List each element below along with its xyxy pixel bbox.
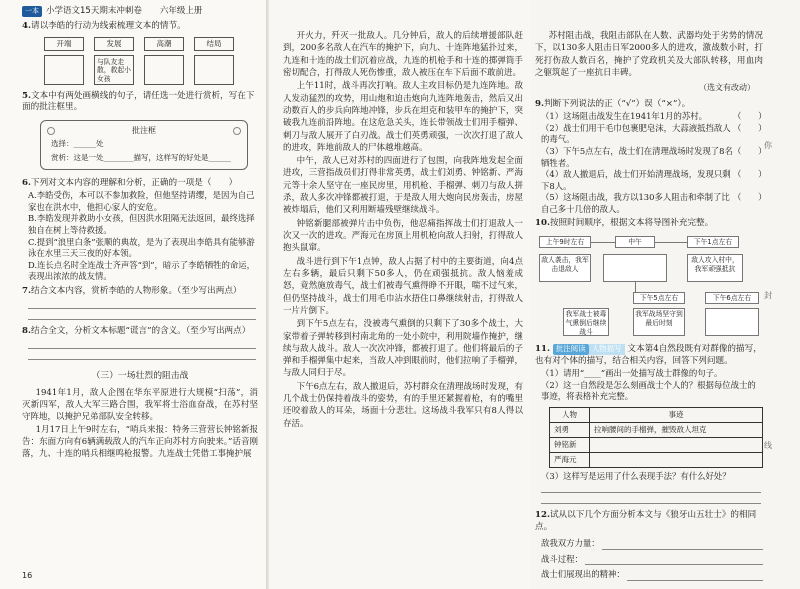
method-tag: 人物描写: [589, 344, 625, 354]
fill-row: 战士们展现出的精神：: [535, 569, 763, 581]
answer-line[interactable]: [541, 482, 761, 493]
option-d[interactable]: D.连长点名时全连战士齐声答“到”，暗示了李皓牺牲的命运，表现出浓浓的战友情。: [28, 259, 256, 282]
connector-line: [591, 242, 615, 243]
timeline-node: 下午5点左右: [633, 292, 685, 304]
answer-line[interactable]: [28, 338, 256, 349]
answer-paren[interactable]: （ ）: [733, 169, 767, 180]
table-header: 事迹: [590, 407, 763, 422]
binding-mark: 线: [764, 441, 772, 450]
timeline-node: 下午1点左右: [687, 236, 739, 248]
timeline-desc: 我军战士被毒气熏倒后继续战斗: [563, 308, 609, 336]
question-12: 12.试从以下几个方面分析本文与《狼牙山五壮士》的相同点。: [535, 510, 757, 533]
passage-paragraph: 战斗进行到下午1点钟，敌人占据了村中的主要街道，向4点左右多辆，最后只剩下50多人，仍在顽强抵抗。敌人恼羞成怒，竟然施放毒气，战士们被毒气熏得睁不开眼，喘不过气来，但仍坚持战斗，战士们用毛巾沾水捂住口鼻继续射击，打得敌人一片片倒下。: [283, 256, 523, 316]
passage-paragraph: 1941年1月，敌人企图在华东平原进行大规模“扫荡”，消灭新四军，敌人大军三路合围，我军将士浴血奋战，在苏村坚守阵地，以掩护兄弟部队安全转移。: [22, 387, 258, 423]
book-title: 小学语文15天期末冲刺卷: [46, 6, 142, 16]
binding-mark: 你: [764, 141, 772, 150]
option-a[interactable]: A.李皓受伤，本可以不参加救险，但他坚持请缨，是因为自己家也在洪水中，他担心家人的安危。: [28, 190, 255, 212]
stage-box: 高潮: [144, 37, 184, 51]
answer-paren[interactable]: （ ）: [733, 192, 767, 203]
connector-line: [655, 242, 687, 243]
option-b[interactable]: B.李皓发现并救助小女孩，但因洪水阻隔无法返回，最终选择独自在树上等待救援。: [28, 213, 255, 235]
sub-question: （2）这一自然段是怎么刻画战士个人的？根据每位战士的事迹，将表格补充完整。: [541, 379, 756, 402]
book-grade: 六年级上册: [159, 6, 203, 16]
right-page: [531, 0, 800, 589]
timeline-node: 中午: [615, 236, 655, 248]
table-header: 人物: [550, 407, 590, 422]
fill-row: 战斗过程：: [535, 554, 763, 566]
timeline-desc-blank[interactable]: [705, 308, 759, 336]
stage-box: 发展: [94, 37, 134, 51]
passage-paragraph: 下午6点左右，敌人撤退后，苏村群众在清理战场时发现，有几个战士仍保持着战斗的姿势，有的手里还紧握着枪，有的嘴里还咬着敌人的耳朵，场面十分悲壮。这场战斗我军只有8人得以存活。: [283, 381, 524, 429]
answer-line[interactable]: [541, 493, 761, 504]
plot-answer-row: [44, 55, 258, 85]
question-5: 5.文本中有两处画横线的句子，请任选一处进行赏析，写在下面的批注框里。: [22, 90, 255, 113]
passage-paragraph: 钟铭新腿部被弹片击中负伤，他忍痛指挥战士们打退敌人一次又一次的进攻。严海元在房顶上用机枪向敌人扫射，打得敌人抱头鼠窜。: [283, 218, 523, 254]
plot-stage-row: [44, 37, 258, 51]
table-cell-blank[interactable]: [590, 437, 763, 452]
source-note: （选文有改动）: [699, 83, 755, 93]
binding-mark: 封: [764, 291, 772, 300]
annotation-box[interactable]: 批注框 选择：______处 赏析：这是一处________描写，这样写的好处是______: [40, 120, 248, 170]
passage-paragraph: 上午11时，战斗再次打响。敌人主攻目标仍是九连阵地。敌人发动猛烈的攻势，用山炮和迫击炮向九连阵地轰击，然后又出动数百人的步兵向阵地冲锋，步兵在坦克和装甲车的掩护下，突破我九连前沿阵地。在这危急关头，连长带领战士们用手榴弹、刺刀与敌人展开了白刃战。战士们英勇顽强，一次次打退了敌人的进攻，阵地前敌人的尸体越堆越高。: [283, 81, 523, 153]
sub-question: （3）这样写是运用了什么表现手法？有什么好处？: [541, 470, 731, 481]
passage-paragraph: 到下午5点左右，没被毒气熏倒的只剩下了30多个战士，大家带着子弹转移到村南北角的一处小院中，利用院墙作掩护，继续与敌人战斗。敌人一次次冲锋，都被打退了。他们将最后的子弹和手榴弹集中起来，当敌人冲到眼前时，他们拉响了手榴弹，与敌人同归于尽。: [283, 319, 523, 379]
timeline-node: 下午6点左右: [705, 292, 759, 304]
question-9: 9.判断下列说法的正（“√”）误（“×”）。: [535, 99, 691, 110]
timeline-desc: 敌人攻入村中，我军顽强抵抗: [687, 254, 743, 282]
decor-dot-icon: [233, 127, 241, 135]
passage-column: [269, 0, 531, 589]
answer-box[interactable]: [144, 55, 184, 85]
question-11: 11. 批注阅读 人物描写 文本第4自然段既有对群像的描写，也有对个体的描写，结合相关内容，回答下列问题。: [535, 344, 762, 367]
method-tag: 批注阅读: [553, 344, 589, 354]
page-number: 16: [22, 570, 33, 580]
section-title: （三）一场壮烈的阻击战: [91, 370, 189, 381]
fill-row: 敌我双方力量：: [535, 538, 763, 550]
annotation-title: 批注框: [132, 126, 156, 136]
judge-item: （3）下午5点左右，战士们在清理战场时发现了8名牺牲者。 （ ）: [541, 145, 767, 168]
answer-box: 与队友走散，救起小女孩: [94, 55, 134, 85]
stage-box: 结局: [194, 37, 234, 51]
answer-paren[interactable]: （ ）: [733, 122, 767, 133]
question-8: 8.结合全文，分析文本标题“谎言”的含义。（至少写出两点）: [22, 325, 251, 336]
answer-box[interactable]: [44, 55, 84, 85]
table-row: 严海元: [550, 452, 763, 467]
answer-line[interactable]: [28, 298, 256, 309]
answer-line[interactable]: [602, 540, 763, 550]
judge-item: （4）敌人撤退后，战士们开始清理战场，发现只剩下8人。 （ ）: [541, 169, 767, 191]
answer-line[interactable]: [627, 571, 763, 581]
brand-logo: 一本: [22, 6, 42, 17]
timeline-diagram: [535, 234, 763, 340]
question-6: 6.下列对文本内容的理解和分析，正确的一项是（ ）: [22, 178, 238, 189]
passage-paragraph: 中午，敌人已对苏村的四面进行了包围，向我阵地发起全面进攻，三营指战员们打得非常英勇，战士们刘勇、钟铭新、严海元等十余人坚守在一座民房里，用机枪、手榴弹、刺刀与敌人拼杀，敌人多次冲锋都被打退，于是敌人用大炮向民房轰击，房屋被炸塌后，他们又利用断墙残壁继续战斗。: [283, 156, 523, 216]
left-page: [0, 0, 266, 589]
answer-line[interactable]: [585, 555, 763, 565]
timeline-desc: 敌人袭击，我军击退敌人: [539, 254, 591, 282]
passage-paragraph: 苏村阻击战，我阻击部队在人数、武器均处于劣势的情况下，以130多人阻击日军2000多人的进攻，激战数小时，打死打伤敌人数百名，掩护了党政机关及大部队转移，用血肉之躯筑起了一座抗日丰碑。: [535, 31, 763, 78]
table-cell-blank[interactable]: [590, 452, 763, 467]
question-10: 10.按照时间顺序，根据文本将导图补充完整。: [535, 218, 714, 229]
sub-question: （1）请用“____”画出一处描写战士群像的句子。: [541, 368, 723, 379]
table-row: 刘勇 拉响腰间的手榴弹，摧毁敌人坦克: [550, 422, 763, 437]
answer-line[interactable]: [28, 349, 256, 360]
timeline-desc: 我军战场坚守到最后时刻: [633, 308, 685, 336]
character-table: [549, 407, 763, 468]
passage-paragraph: 1月17日上午9时左右，“哨兵来报：特务三营营长钟铭新报告：东面方向有6辆满载敌人的汽车正向苏村方向驶来。”话音刚落，九、十连的哨兵相继鸣枪报警。九连战士凭借工事掩护展: [22, 424, 258, 460]
judge-item: （2）战士们用干毛巾包裹肥皂沫，大蒜液抵挡敌人的毒气。 （ ）: [541, 122, 767, 145]
judge-item: （5）这场阻击战，我方以130多人阻击和牵制了比自己多十几倍的敌人。 （ ）: [541, 192, 767, 214]
table-row: 钟铭新: [550, 437, 763, 452]
question-7: 7.结合文本内容，赏析李皓的人物形象。（至少写出两点）: [22, 285, 242, 296]
page-header: [22, 6, 258, 18]
answer-line[interactable]: [28, 309, 256, 320]
stage-box: 开端: [44, 37, 84, 51]
answer-paren[interactable]: （ ）: [733, 111, 767, 122]
judge-item: （1）这场阻击战发生在1941年1月的苏村。 （ ）: [541, 111, 767, 122]
option-c[interactable]: C.提到“浪里白条”张顺的典故，是为了表现出李皓具有能够游泳在水里三天三夜的好本领。: [28, 236, 255, 259]
timeline-desc-blank[interactable]: [603, 254, 667, 282]
passage-paragraph: 开火力，歼灭一批敌人。几分钟后，敌人的后续增援部队赶到，200多名敌人在汽车的掩护下，向九、十连阵地猛扑过来，九连和十连的战士们沉着应战，九连的机枪手和十连的掷弹筒手密切配合，打得敌人死伤惨重，敌人被压在车下后面不敢前进。: [283, 31, 523, 78]
question-4: 4.请以李皓的行动为线索梳理文本的情节。: [22, 20, 186, 31]
answer-paren[interactable]: （ ）: [733, 145, 767, 156]
answer-box[interactable]: [194, 55, 234, 85]
timeline-node: 上午9时左右: [539, 236, 591, 248]
